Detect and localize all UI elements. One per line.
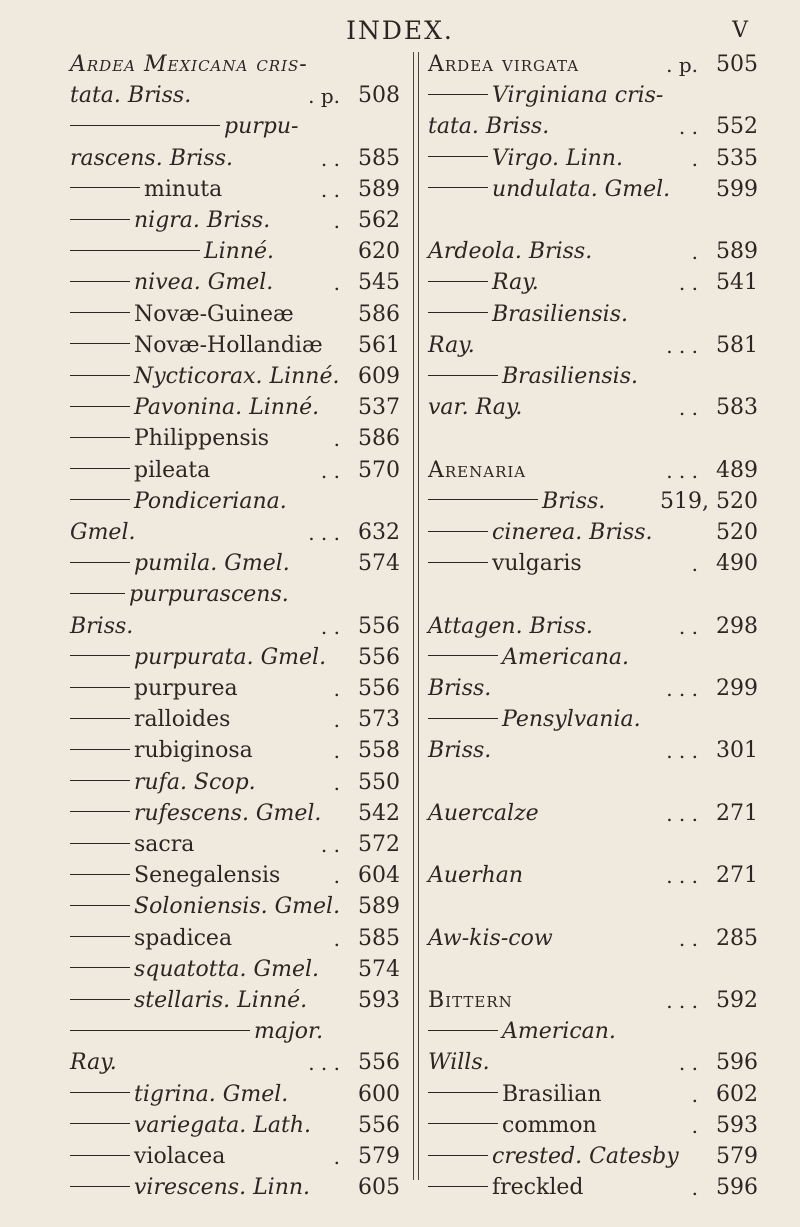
index-entry (428, 110, 758, 144)
index-leader-dots: . . (320, 177, 340, 202)
index-term: Auercalze (428, 800, 539, 826)
index-term: nivea. Gmel. (134, 270, 274, 296)
index-dash-rule (70, 312, 130, 313)
index-entry (70, 828, 400, 862)
index-leader-dots: . (691, 552, 698, 577)
index-term: purpurea (134, 676, 238, 701)
index-page-number: 558 (358, 738, 400, 764)
index-leader-dots: . . . (666, 739, 698, 764)
index-dash-rule (70, 468, 130, 469)
index-dash-rule (70, 593, 125, 594)
index-term: common (502, 1112, 597, 1138)
index-term: tata. Briss. (428, 114, 550, 140)
index-page-number: 581 (716, 332, 758, 358)
index-term: nigra. Briss. (134, 208, 271, 233)
index-page-number: 589 (716, 239, 758, 265)
index-term: major. (254, 1019, 324, 1045)
index-dash-rule (70, 999, 130, 1000)
index-entry (428, 890, 758, 924)
index-term: Brasilian (502, 1081, 602, 1107)
index-page-number: 541 (716, 270, 758, 296)
index-page-number: 596 (716, 1050, 758, 1076)
index-leader-dots: . . (320, 833, 340, 857)
index-entry (70, 204, 400, 238)
index-entry (70, 235, 400, 269)
index-term: Attagen. Briss. (428, 613, 593, 639)
index-dash-rule (428, 312, 488, 313)
index-page-number: 285 (716, 925, 758, 951)
index-term: American. (502, 1019, 616, 1045)
index-dash-rule (70, 562, 130, 563)
index-entry (70, 1109, 400, 1143)
index-entry (428, 360, 758, 394)
index-leader-dots: . . (678, 271, 698, 296)
index-entry (428, 703, 758, 737)
index-dash-rule (70, 718, 130, 719)
index-page-number: 520 (716, 520, 758, 545)
index-page-number: 583 (716, 395, 758, 421)
index-leader-dots: . (333, 1145, 340, 1169)
index-entry (428, 797, 758, 831)
index-entry (70, 766, 400, 800)
index-dash-rule (70, 250, 200, 251)
index-page-number: 585 (358, 925, 400, 951)
index-term: Pavonina. Linné. (134, 395, 320, 421)
index-page-number: 298 (716, 613, 758, 639)
index-dash-rule (70, 1123, 130, 1124)
index-leader-dots: . . . (308, 1051, 340, 1076)
index-page-number: 572 (358, 832, 400, 857)
index-entry (428, 672, 758, 706)
index-page-number: 552 (716, 114, 758, 140)
index-dash-rule (428, 187, 488, 188)
index-entry (428, 454, 758, 488)
index-term: Briss. (428, 738, 492, 764)
index-dash-rule (70, 936, 130, 937)
index-term: pumila. Gmel. (134, 551, 290, 577)
index-leader-dots: . (333, 739, 340, 764)
index-term: Novæ-Guineæ (134, 301, 294, 327)
index-term: Briss. (542, 488, 606, 514)
index-page-number: 599 (716, 176, 758, 202)
index-page-number: 556 (358, 1112, 400, 1138)
index-term: Ray. (492, 270, 539, 296)
index-term: Briss. (70, 613, 134, 639)
index-entry (70, 953, 400, 987)
index-leader-dots: . (691, 146, 698, 171)
index-page-number: 556 (358, 613, 400, 639)
index-dash-rule (70, 281, 130, 282)
index-dash-rule (70, 1155, 130, 1156)
index-entry (428, 578, 758, 612)
index-leader-dots: . . (678, 614, 698, 639)
page-title: INDEX. (346, 16, 454, 45)
index-entry (70, 1015, 400, 1049)
index-entry (70, 703, 400, 737)
index-page-number: 605 (358, 1175, 400, 1201)
index-leader-dots: . (691, 1082, 698, 1107)
index-term: purpurascens. (129, 582, 289, 608)
index-term: Ardeola. Briss. (428, 239, 593, 265)
index-term: undulata. Gmel. (492, 176, 671, 202)
index-page-number: 570 (358, 457, 400, 483)
index-term: stellaris. Linné. (134, 988, 308, 1013)
index-entry (428, 953, 758, 987)
index-page-number: 301 (716, 738, 758, 764)
index-dash-rule (70, 749, 130, 750)
index-term: Ardea virgata (428, 52, 580, 77)
index-page-number: 579 (358, 1144, 400, 1169)
index-term: rascens. Briss. (70, 145, 234, 171)
index-dash-rule (428, 1030, 498, 1031)
index-term: virescens. Linn. (134, 1175, 311, 1201)
index-entry (70, 734, 400, 768)
page-header (0, 0, 800, 52)
index-page-number: 579 (716, 1144, 758, 1169)
index-page-number: 574 (358, 551, 400, 577)
index-entry (70, 890, 400, 924)
index-page-number: 561 (358, 332, 400, 358)
index-dash-rule (70, 780, 130, 781)
index-dash-rule (428, 1092, 498, 1093)
index-entry (70, 360, 400, 394)
index-entry (70, 859, 400, 893)
index-entry (428, 859, 758, 893)
index-term: vulgaris (492, 551, 582, 577)
index-entry (70, 391, 400, 425)
index-entry (70, 142, 400, 176)
index-term: Bittern (428, 988, 513, 1013)
index-leader-dots: . . (320, 614, 340, 639)
index-page-number: 632 (358, 520, 400, 545)
index-dash-rule (70, 905, 130, 906)
index-entry (70, 48, 400, 82)
index-dash-rule (428, 1186, 488, 1187)
index-term: purpurata. Gmel. (134, 644, 327, 670)
index-dash-rule (70, 843, 130, 844)
index-page-number: 556 (358, 644, 400, 670)
index-term: Pensylvania. (502, 707, 641, 733)
page-number-roman: V (732, 18, 748, 43)
index-entry (70, 329, 400, 363)
index-page-number: 586 (358, 426, 400, 452)
index-dash-rule (70, 687, 130, 688)
index-entry (70, 110, 400, 144)
index-dash-rule (428, 1123, 498, 1124)
index-term: Brasiliensis. (502, 364, 638, 389)
index-term: Nycticorax. Linné. (134, 364, 340, 389)
index-dash-rule (428, 718, 498, 719)
index-page-number: 585 (358, 145, 400, 171)
index-term: Americana. (502, 644, 630, 670)
index-term: tigrina. Gmel. (134, 1081, 289, 1107)
index-page-number: 596 (716, 1175, 758, 1201)
index-entry (70, 547, 400, 581)
index-dash-rule (428, 499, 538, 500)
index-term: sacra (134, 832, 195, 857)
index-dash-rule (428, 1155, 488, 1156)
index-leader-dots: . p. (666, 53, 698, 77)
index-entry (428, 922, 758, 956)
index-leader-dots: . . (678, 926, 698, 951)
index-leader-dots: . (691, 1176, 698, 1201)
index-leader-dots: . . . (666, 864, 698, 889)
index-entry (428, 1015, 758, 1049)
index-entry (428, 298, 758, 332)
index-leader-dots: . (333, 271, 340, 296)
index-term: Ray. (428, 332, 475, 358)
index-page-number: 609 (358, 364, 400, 389)
index-entry (70, 641, 400, 675)
index-term: Pondiceriana. (134, 488, 287, 514)
index-entry (428, 734, 758, 768)
index-term: squatotta. Gmel. (134, 956, 320, 982)
index-entry (70, 454, 400, 488)
index-term: Wills. (428, 1050, 490, 1076)
index-leader-dots: . . (678, 1051, 698, 1076)
index-page-number: 556 (358, 1050, 400, 1076)
index-term: tata. Briss. (70, 83, 192, 109)
index-page-number: 589 (358, 176, 400, 202)
index-leader-dots: . (333, 864, 340, 889)
index-page-number: 574 (358, 956, 400, 982)
index-entry (428, 266, 758, 300)
index-page-number: 271 (716, 800, 758, 826)
index-entry (70, 922, 400, 956)
index-leader-dots: . (333, 209, 340, 233)
index-leader-dots: . (333, 926, 340, 951)
index-term: violacea (134, 1144, 226, 1169)
index-entry (428, 1109, 758, 1143)
index-page-number: 600 (358, 1081, 400, 1107)
index-entry (70, 298, 400, 332)
index-dash-rule (70, 437, 130, 438)
index-page-number: 602 (716, 1081, 758, 1107)
index-term: Brasiliensis. (492, 301, 628, 327)
index-term: Arenaria (428, 457, 527, 483)
index-entry (428, 329, 758, 363)
index-term: Auerhan (428, 863, 524, 889)
index-dash-rule (428, 156, 488, 157)
index-entry (70, 610, 400, 644)
index-entry (428, 79, 758, 113)
index-entry (428, 48, 758, 82)
index-term: Novæ-Hollandiæ (134, 332, 323, 358)
index-entry (428, 547, 758, 581)
index-leader-dots: . . . (308, 521, 340, 545)
index-entry (428, 485, 758, 519)
index-entry (70, 266, 400, 300)
index-page-number: 550 (358, 769, 400, 795)
index-term: crested. Catesby (492, 1144, 679, 1169)
index-leader-dots: . (333, 677, 340, 701)
index-dash-rule (428, 562, 488, 563)
index-term: Philippensis (134, 426, 270, 452)
index-term: variegata. Lath. (134, 1112, 311, 1138)
index-dash-rule (70, 499, 130, 500)
index-term: purpu- (224, 114, 299, 140)
index-dash-rule (428, 281, 488, 282)
index-entry (70, 516, 400, 550)
index-leader-dots: . . (320, 146, 340, 171)
index-leader-dots: . . . (666, 989, 698, 1013)
index-leader-dots: . . (678, 396, 698, 421)
index-entry (70, 1046, 400, 1080)
index-dash-rule (70, 1186, 130, 1187)
index-page-number: 505 (716, 52, 758, 77)
index-leader-dots: . . . (666, 677, 698, 701)
index-entry (70, 578, 400, 612)
index-dash-rule (428, 531, 488, 532)
index-term: pileata (134, 457, 211, 483)
index-page-number: 489 (716, 457, 758, 483)
index-page-number: 604 (358, 863, 400, 889)
index-page-number: 556 (358, 676, 400, 701)
index-page-number: 589 (358, 894, 400, 920)
index-entry (70, 173, 400, 207)
index-dash-rule (70, 874, 130, 875)
index-page-number: 535 (716, 145, 758, 171)
index-page-number: 542 (358, 800, 400, 826)
index-term: Gmel. (70, 520, 136, 545)
index-entry (70, 79, 400, 113)
index-page-number: 537 (358, 395, 400, 421)
index-entry (70, 1078, 400, 1112)
index-term: ralloides (134, 707, 231, 733)
index-entry (428, 235, 758, 269)
index-entry (428, 1078, 758, 1112)
index-page-number: 620 (358, 239, 400, 265)
index-page-number: 593 (716, 1112, 758, 1138)
index-entry (428, 1046, 758, 1080)
index-term: Ray. (70, 1050, 117, 1076)
index-entry (428, 610, 758, 644)
index-dash-rule (70, 811, 130, 812)
index-dash-rule (70, 375, 130, 376)
index-leader-dots: . . . (666, 333, 698, 358)
index-term: freckled (492, 1175, 584, 1201)
index-term: cinerea. Briss. (492, 520, 653, 545)
index-page-number: 593 (358, 988, 400, 1013)
index-term: rufa. Scop. (134, 769, 256, 795)
index-term: var. Ray. (428, 395, 523, 421)
index-leader-dots: . . (320, 458, 340, 483)
index-term: Ardea Mexicana cris- (70, 52, 308, 77)
index-dash-rule (428, 94, 488, 95)
index-term: Senegalensis (134, 863, 281, 889)
index-entry (428, 142, 758, 176)
index-page-number: 586 (358, 301, 400, 327)
index-term: Aw-kis-cow (428, 925, 553, 951)
index-entry (70, 1140, 400, 1174)
index-page-number: 592 (716, 988, 758, 1013)
index-page-number: 490 (716, 551, 758, 577)
index-page-number: 519, 520 (660, 488, 758, 514)
index-dash-rule (70, 967, 130, 968)
index-entry (428, 422, 758, 456)
index-dash-rule (70, 343, 130, 344)
index-page-number: 545 (358, 270, 400, 296)
index-leader-dots: . . . (666, 801, 698, 826)
index-entry (70, 797, 400, 831)
index-entry (428, 391, 758, 425)
index-page-number: 508 (358, 83, 400, 109)
index-entry (428, 828, 758, 862)
index-leader-dots: . (333, 770, 340, 795)
index-leader-dots: . . (678, 115, 698, 140)
index-term: rufescens. Gmel. (134, 800, 322, 826)
index-entry (70, 485, 400, 519)
index-entry (428, 173, 758, 207)
index-page-number: 271 (716, 863, 758, 889)
index-leader-dots: . (691, 1113, 698, 1138)
index-entry (428, 641, 758, 675)
index-dash-rule (70, 1030, 250, 1031)
index-entry (428, 1171, 758, 1205)
index-dash-rule (428, 375, 498, 376)
index-entry (428, 1140, 758, 1174)
index-dash-rule (70, 125, 220, 126)
index-entry (70, 672, 400, 706)
index-term: Virginiana cris- (492, 83, 664, 109)
index-dash-rule (70, 1092, 130, 1093)
index-term: Soloniensis. Gmel. (134, 894, 341, 920)
index-entry (428, 984, 758, 1018)
index-page-number: 562 (358, 208, 400, 233)
index-entry (428, 516, 758, 550)
index-page-number: 573 (358, 707, 400, 733)
index-dash-rule (70, 655, 130, 656)
index-leader-dots: . . . (666, 458, 698, 483)
index-dash-rule (70, 219, 130, 220)
index-entry (70, 1171, 400, 1205)
index-term: Virgo. Linn. (492, 145, 623, 171)
index-leader-dots: . (333, 708, 340, 733)
index-page-number: 299 (716, 676, 758, 701)
index-term: spadicea (134, 925, 233, 951)
index-entry (70, 984, 400, 1018)
index-leader-dots: . p. (308, 84, 340, 109)
index-dash-rule (428, 655, 498, 656)
index-leader-dots: . (691, 240, 698, 265)
index-leader-dots: . (333, 427, 340, 452)
index-entry (428, 204, 758, 238)
index-dash-rule (70, 187, 140, 188)
index-entry (70, 422, 400, 456)
index-term: Linné. (204, 239, 274, 265)
index-term: Briss. (428, 676, 492, 701)
index-term: rubiginosa (134, 738, 253, 764)
column-divider (413, 52, 419, 1180)
index-dash-rule (70, 406, 130, 407)
index-term: minuta (144, 176, 223, 202)
index-entry (428, 766, 758, 800)
